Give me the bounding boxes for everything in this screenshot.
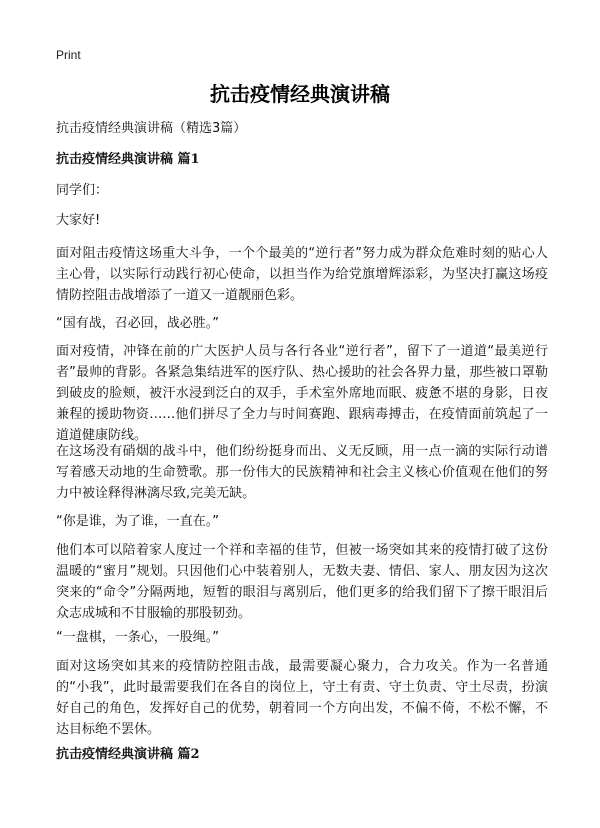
paragraph: 在这场没有硝烟的战斗中，他们纷纷挺身而出、义无反顾，用一点一滴的实际行动谱写着感天动地的生命赞歌。那一份伟大的民族精神和社会主义核心价值观在他们的努力中被诠释得淋漓尽致,完美无缺。 bbox=[56, 444, 548, 501]
greeting: 同学们： bbox=[56, 183, 109, 198]
salutation: 大家好! bbox=[56, 213, 101, 228]
paragraph: 面对疫情，冲锋在前的广大医护人员与各行各业“逆行者”，留下了一道道“最美逆行者”最帅的背影。各紧急集结进军的医疗队、热心援助的社会各界力量，那些被口罩勒到破皮的脸颊，被汗水浸到泛白的双手，手术室外席地而眠、疲惫不堪的身影，日夜兼程的援助物资……他们拼尽了全力与时间赛跑、跟病毒搏击，在疫情面前筑起了一道道健康防线。 bbox=[56, 344, 548, 443]
quote: “你是谁，为了谁，一直在。” bbox=[56, 514, 219, 529]
paragraph: 他们本可以陪着家人度过一个祥和幸福的佳节，但被一场突如其来的疫情打破了这份温暖的“蜜月”规划。只因他们心中装着别人，无数夫妻、情侣、家人、朋友因为这次突来的“命令”分隔两地，短暂的眼泪与离别后，他们更多的给我们留下了擦干眼泪后众志成城和不甘服输的那股韧劲。 bbox=[56, 543, 548, 621]
document-subtitle: 抗击疫情经典演讲稿（精选3篇） bbox=[56, 121, 247, 136]
paragraph: 面对这场突如其来的疫情防控阻击战，最需要凝心聚力，合力攻关。作为一名普通的“小我”，此时最需要我们在各自的岗位上，守土有责、守土负责、守土尽责，扮演好自己的角色，发挥好自己的优势，朝着同一个方向出发，不偏不倚，不松不懈，不达目标绝不罢休。 bbox=[56, 659, 548, 737]
page-title: 抗击疫情经典演讲稿 bbox=[210, 82, 390, 106]
section-heading-1: 抗击疫情经典演讲稿 篇1 bbox=[56, 152, 200, 167]
paragraph: 面对阻击疫情这场重大斗争，一个个最美的“逆行者”努力成为群众危难时刻的贴心人主心骨，以实际行动践行初心使命，以担当作为给党旗增辉添彩，为坚决打赢这场疫情防控阻击战增添了一道又一道靓丽色彩。 bbox=[56, 246, 548, 303]
quote: “一盘棋，一条心，一股绳。” bbox=[56, 630, 219, 645]
quote: “国有战，召必回，战必胜。” bbox=[56, 316, 219, 331]
section-heading-2: 抗击疫情经典演讲稿 篇2 bbox=[56, 747, 200, 762]
print-link[interactable]: Print bbox=[56, 48, 81, 62]
